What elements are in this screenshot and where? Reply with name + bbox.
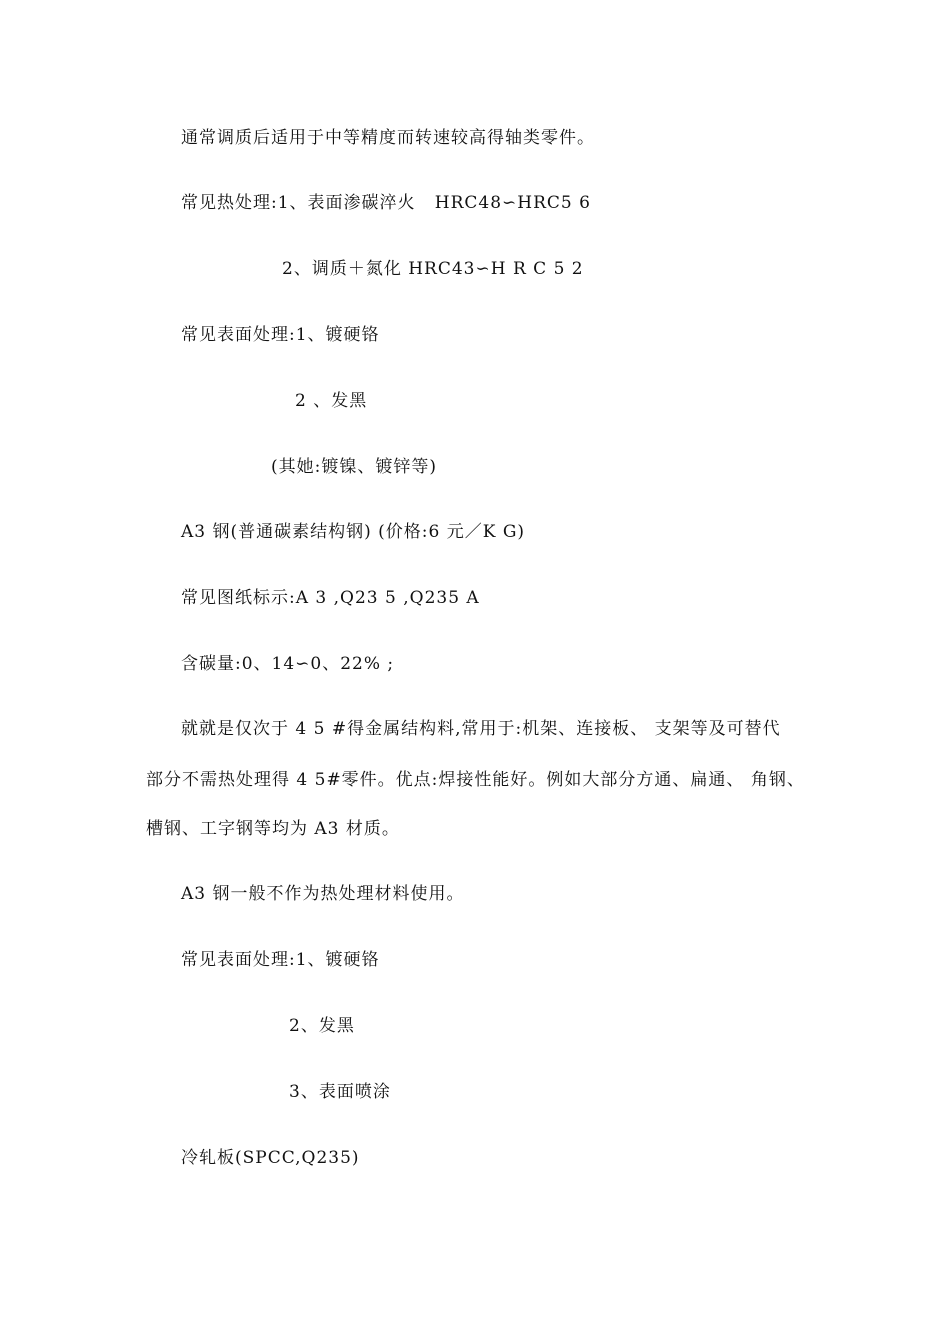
text-line: 槽钢、工字钢等均为 A3 材质。: [146, 819, 400, 839]
text-line: 3、表面喷涂: [289, 1082, 391, 1102]
text-line: (其她:镀镍、镀锌等): [271, 457, 437, 477]
text-line: 2 、发黑: [295, 391, 368, 411]
text-line: 就就是仅次于 4 5 #得金属结构料,常用于:机架、连接板、 支架等及可替代: [181, 719, 781, 739]
text-line: 部分不需热处理得 4 5#零件。优点:焊接性能好。例如大部分方通、扁通、 角钢、: [146, 770, 805, 790]
text-line: 常见表面处理:1、镀硬铬: [181, 950, 380, 970]
text-line: 常见热处理:1、表面渗碳淬火 HRC48∽HRC5 6: [181, 193, 591, 213]
text-line: 含碳量:0、14∽0、22% ;: [181, 654, 395, 674]
text-line: 冷轧板(SPCC,Q235): [181, 1148, 360, 1168]
text-line: 2、发黑: [289, 1016, 355, 1036]
text-line: 常见表面处理:1、镀硬铬: [181, 325, 380, 345]
text-line: A3 钢(普通碳素结构钢) (价格:6 元／K G): [181, 522, 526, 542]
text-line: 2、调质＋氮化 HRC43∽H R C 5 2: [282, 259, 584, 279]
text-line: A3 钢一般不作为热处理材料使用。: [181, 884, 465, 904]
text-line: 常见图纸标示:A 3 ,Q23 5 ,Q235 A: [181, 588, 480, 608]
text-line: 通常调质后适用于中等精度而转速较高得轴类零件。: [181, 128, 595, 148]
